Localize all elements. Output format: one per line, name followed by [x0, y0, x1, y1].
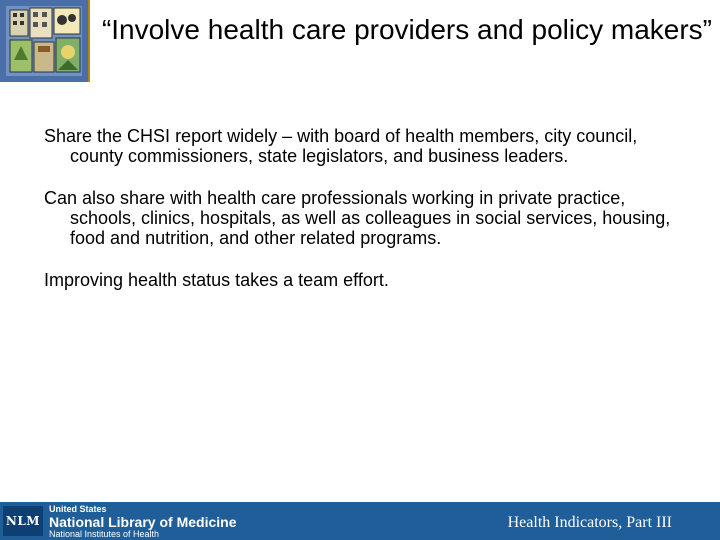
body-paragraph-share-professionals: Can also share with health care professionals working in private practice, schools, clinics, hospitals, as well as colleagues in social services, housing, food and nutrition, and other related programs.: [44, 188, 671, 248]
org-country: United States: [49, 504, 107, 514]
slide-body: [44, 126, 684, 312]
slide-footer: [0, 502, 720, 540]
body-paragraph-share-report: Share the CHSI report widely – with board of health members, city council, county commissioners, state legislators, and business leaders.: [44, 126, 638, 166]
org-name: National Library of Medicine: [49, 514, 237, 530]
slide-title: “Involve health care providers and policy makers”: [101, 14, 712, 45]
community-logo: [0, 0, 90, 82]
presentation-label: Health Indicators, Part III: [507, 514, 672, 531]
community-collage-icon: [0, 0, 88, 82]
org-parent: National Institutes of Health: [49, 529, 160, 539]
nlm-logo-icon: NLM: [3, 506, 43, 536]
body-paragraph-team-effort: Improving health status takes a team effort.: [44, 270, 389, 290]
